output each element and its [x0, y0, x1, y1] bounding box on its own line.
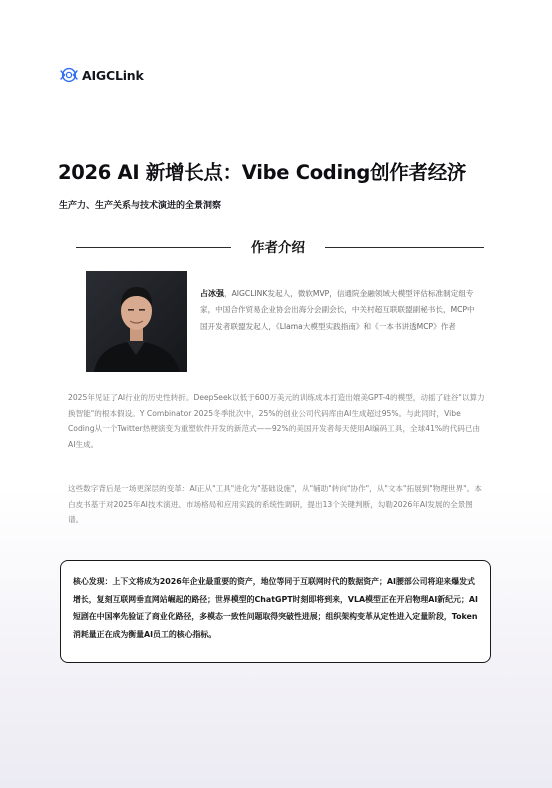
heading-rule-right — [325, 247, 484, 248]
author-portrait-icon — [86, 271, 187, 372]
author-bio — [200, 286, 480, 335]
author-heading-label: 作者介绍 — [251, 240, 305, 256]
document-subtitle: 生产力、生产关系与技术演进的全景洞察 — [59, 201, 222, 211]
author-photo — [86, 271, 187, 372]
document-title: 2026 AI 新增长点：Vibe Coding创作者经济 — [58, 161, 467, 184]
key-findings-text: 核心发现：上下文将成为2026年企业最重要的资产，地位等同于互联网时代的数据资产；AI腰部公司将迎来爆发式增长，复刻互联网垂直网站崛起的路径；世界模型的ChatGPT时刻即将到来，VLA模型正在开启物理AI新纪元；AI短剧在中国率先验证了商业化路径，多模态一致性问题取得突破性进展；组织架构变革从定性进入定量阶段，Token消耗量正在成为衡量AI员工的核心指标。 — [73, 577, 478, 639]
intro-paragraph-2: 这些数字背后是一场更深层的变革：AI正从"工具"进化为"基础设施"，从"辅助"转向"协作"，从"文本"拓展到"物理世界"。本白皮书基于对2025年AI技术演进、市场格局和应用实践的系统性调研，提出13个关键判断，勾勒2026年AI发展的全景图谱。 — [68, 484, 482, 525]
brand-logo — [60, 66, 144, 84]
aigclink-logo-icon — [60, 67, 78, 83]
author-section-heading — [76, 236, 484, 256]
author-name: 占冰强 — [200, 289, 224, 298]
heading-rule-left — [76, 247, 231, 248]
author-bio-text: ，AIGCLINK发起人，微软MVP，信通院金融领域大模型评估标准制定组专家，中国合作贸易企业协会出海分会副会长，中关村超互联联盟副秘书长，MCP中国开发者联盟发起人，《Llama大模型实践指南》和《一本书讲透MCP》作者 — [200, 289, 475, 331]
logo-text: AIGCLink — [82, 67, 144, 83]
key-findings-box — [60, 560, 491, 663]
intro-paragraph-1: 2025年见证了AI行业的历史性转折。DeepSeek以低于600万美元的训练成本打造出媲美GPT-4的模型，动摇了硅谷"以算力换智能"的根本假设。Y Combinator 2025冬季批次中，25%的创业公司代码库由AI生成超过95%。与此同时，Vibe Coding从一个Twitter热梗演变为重塑软件开发的新范式——92%的美国开发者每天使用AI编码工具，全球41%的代码已由AI生成。 — [68, 393, 485, 449]
